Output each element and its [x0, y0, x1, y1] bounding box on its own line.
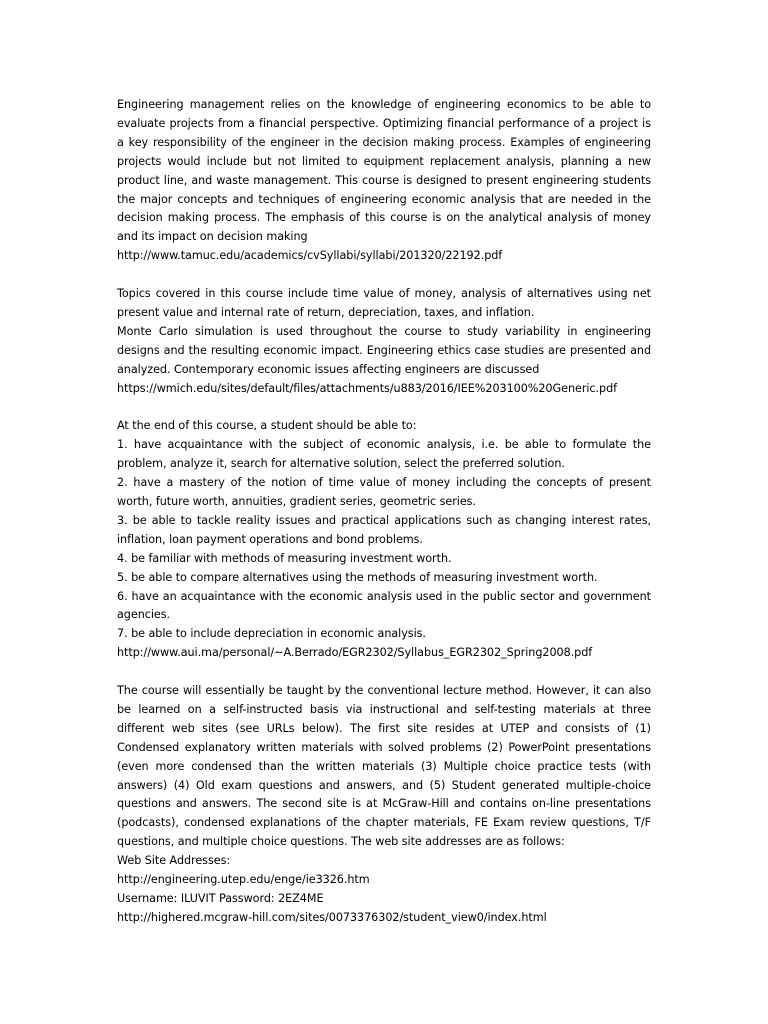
outcome-item-3: 3. be able to tackle reality issues and practical applications such as changing interest rates, inflation, loan payment operations and bond problems. [117, 513, 651, 546]
utep-url: http://engineering.utep.edu/enge/ie3326.htm [117, 873, 370, 887]
paragraph-gap [117, 398, 651, 417]
outcome-item-5: 5. be able to compare alternatives using the methods of measuring investment worth. [117, 570, 598, 584]
source-url-wmich: https://wmich.edu/sites/default/files/attachments/u883/2016/IEE%203100%20Generic.pdf [117, 381, 618, 395]
intro-paragraph: Engineering management relies on the knowledge of engineering economics to be able to evaluate projects from a financial perspective. Optimizing financial performance of a project is a key responsibility of the engineer in the decision making process. Examples of engineering projects would include but not limited to equipment replacement analysis, planning a new product line, and waste management. This course is designed to present engineering students the major concepts and techniques of engineering economic analysis that are needed in the decision making process. The emphasis of this course is on the analytical analysis of money and its impact on decision making [117, 98, 651, 244]
document-page [117, 96, 651, 928]
teaching-method-paragraph: The course will essentially be taught by the conventional lecture method. However, it can also be learned on a self-instructed basis via instructional and self-testing materials at three different web sites (see URLs below). The first site resides at UTEP and consists of (1) Condensed explanatory written materials with solved problems (2) PowerPoint presentations (even more condensed than the written materials (3) Multiple choice practice tests (with answers) (4) Old exam questions and answers, and (5) Student generated multiple-choice questions and answers. The second site is at McGraw-Hill and contains on-line presentations (podcasts), condensed explanations of the chapter materials, FE Exam review questions, T/F questions, and multiple choice questions. The web site addresses are as follows: [117, 684, 651, 849]
topics-paragraph: Topics covered in this course include time value of money, analysis of alternatives using net present value and internal rate of return, depreciation, taxes, and inflation. [117, 287, 651, 319]
web-sites-heading: Web Site Addresses: [117, 854, 231, 868]
source-url-aui: http://www.aui.ma/personal/~A.Berrado/EGR2302/Syllabus_EGR2302_Spring2008.pdf [117, 646, 593, 660]
paragraph-gap [117, 266, 651, 285]
monte-carlo-paragraph: Monte Carlo simulation is used throughout the course to study variability in engineering designs and the resulting economic impact. Engineering ethics case studies are presented and analyzed. Contemporary economic issues affecting engineers are discussed [117, 324, 651, 376]
outcome-item-1: 1. have acquaintance with the subject of economic analysis, i.e. be able to formulate the problem, analyze it, search for alternative solution, select the preferred solution. [117, 438, 651, 471]
outcome-item-7: 7. be able to include depreciation in economic analysis. [117, 627, 426, 641]
outcomes-intro: At the end of this course, a student should be able to: [117, 419, 417, 433]
outcome-item-2: 2. have a mastery of the notion of time value of money including the concepts of present worth, future worth, annuities, gradient series, geometric series. [117, 476, 651, 508]
paragraph-gap [117, 663, 651, 682]
source-url-tamuc: http://www.tamuc.edu/academics/cvSyllabi/syllabi/201320/22192.pdf [117, 249, 503, 263]
login-credentials: Username: ILUVIT Password: 2EZ4ME [117, 892, 324, 906]
mcgraw-hill-url: http://highered.mcgraw-hill.com/sites/0073376302/student_view0/index.html [117, 910, 547, 924]
outcome-item-6: 6. have an acquaintance with the economic analysis used in the public sector and government agencies. [117, 589, 651, 622]
outcome-item-4: 4. be familiar with methods of measuring investment worth. [117, 551, 452, 565]
